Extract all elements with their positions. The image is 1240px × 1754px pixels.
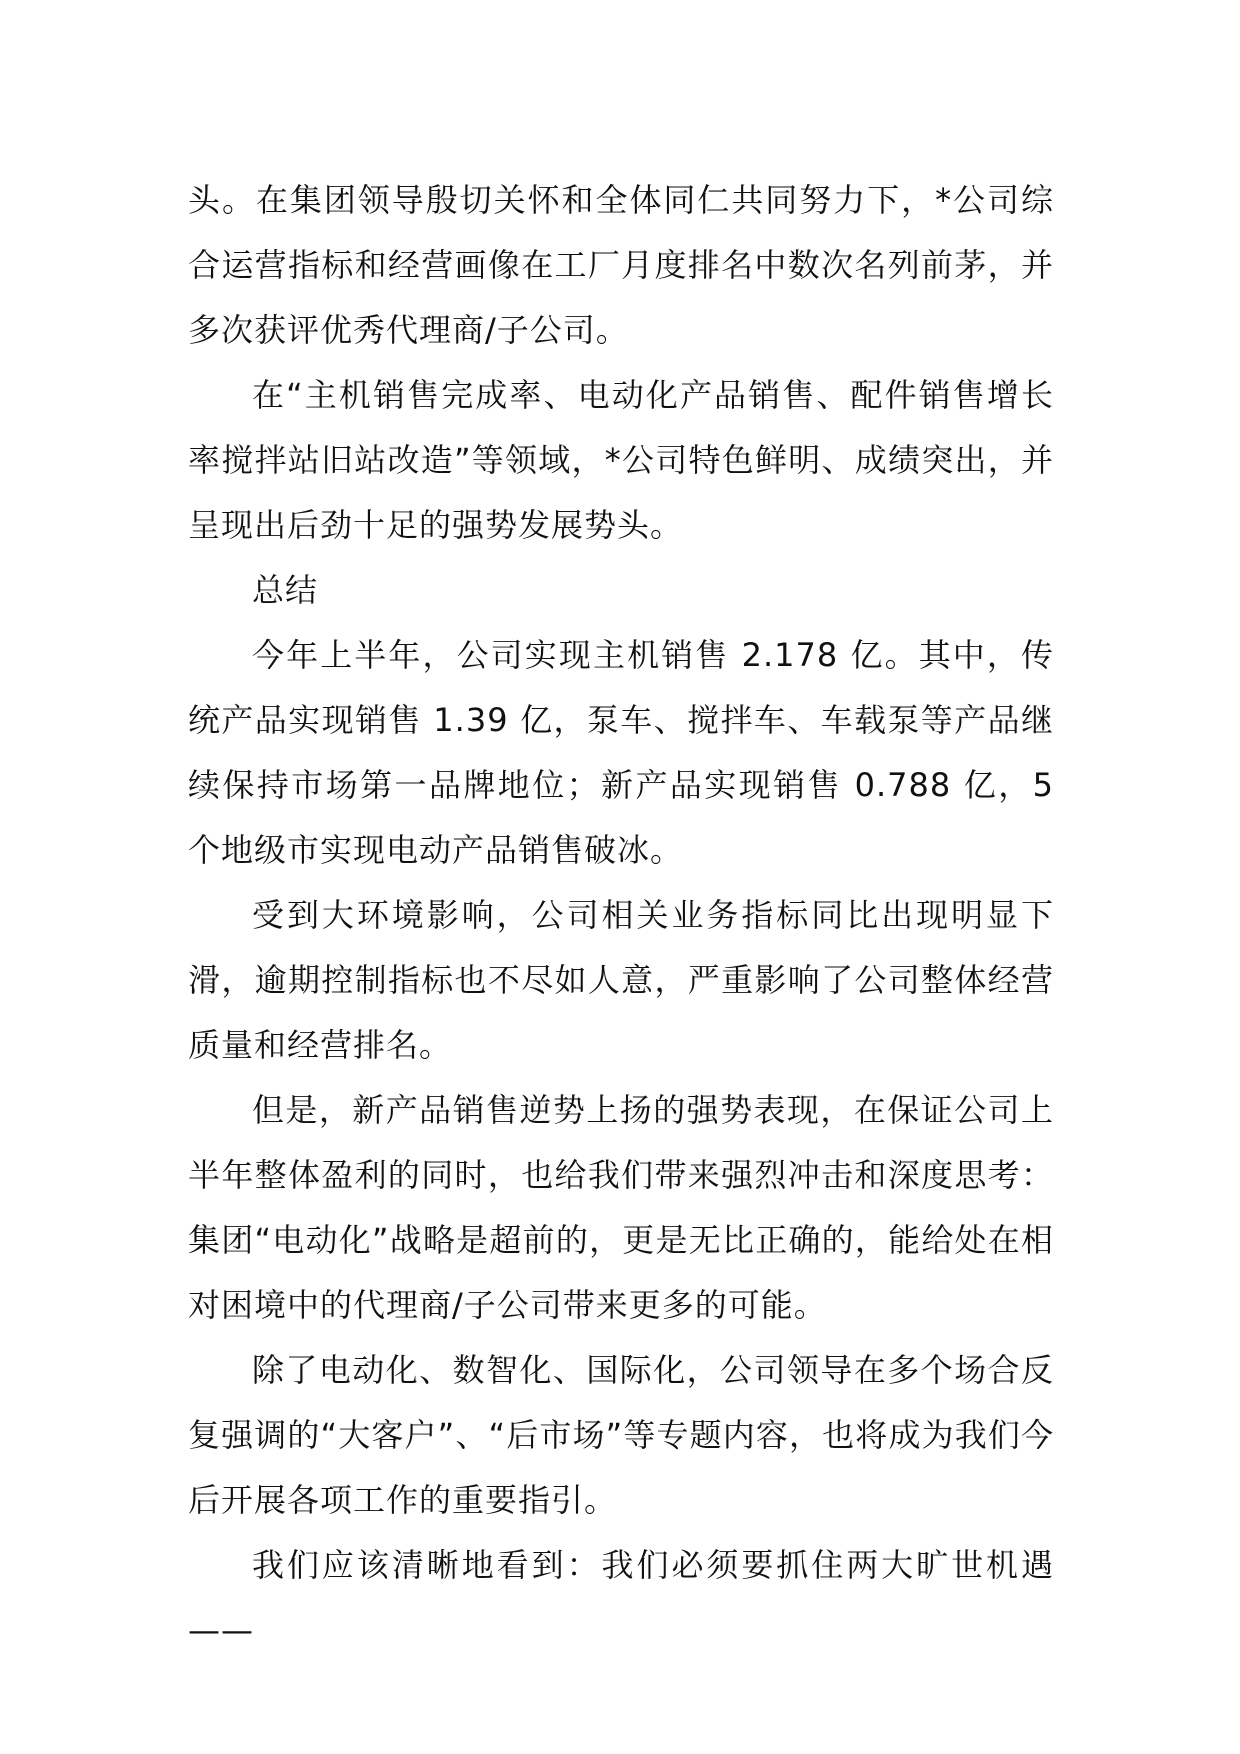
- paragraph-1: 头。在集团领导殷切关怀和全体同仁共同努力下，*公司综合运营指标和经营画像在工厂月度排名中数次名列前茅，并多次获评优秀代理商/子公司。: [188, 181, 1054, 349]
- paragraph-6: 除了电动化、数智化、国际化，公司领导在多个场合反复强调的“大客户”、“后市场”等专题内容，也将成为我们今后开展各项工作的重要指引。: [188, 1351, 1054, 1519]
- section-heading-summary: 总结: [252, 571, 319, 609]
- paragraph-2: 在“主机销售完成率、电动化产品销售、配件销售增长率搅拌站旧站改造”等领域，*公司特色鲜明、成绩突出，并呈现出后劲十足的强势发展势头。: [188, 376, 1054, 544]
- document-body: [188, 168, 1054, 1663]
- paragraph-4: 受到大环境影响，公司相关业务指标同比出现明显下滑，逾期控制指标也不尽如人意，严重影响了公司整体经营质量和经营排名。: [188, 896, 1054, 1064]
- paragraph-7: 我们应该清晰地看到：我们必须要抓住两大旷世机遇——: [188, 1546, 1054, 1649]
- paragraph-5: 但是，新产品销售逆势上扬的强势表现，在保证公司上半年整体盈利的同时，也给我们带来强烈冲击和深度思考：集团“电动化”战略是超前的，更是无比正确的，能给处在相对困境中的代理商/子公司带来更多的可能。: [188, 1091, 1054, 1324]
- paragraph-3: 今年上半年，公司实现主机销售 2.178 亿。其中，传统产品实现销售 1.39 亿，泵车、搅拌车、车载泵等产品继续保持市场第一品牌地位；新产品实现销售 0.788 亿，5 个地级市实现电动产品销售破冰。: [188, 636, 1054, 869]
